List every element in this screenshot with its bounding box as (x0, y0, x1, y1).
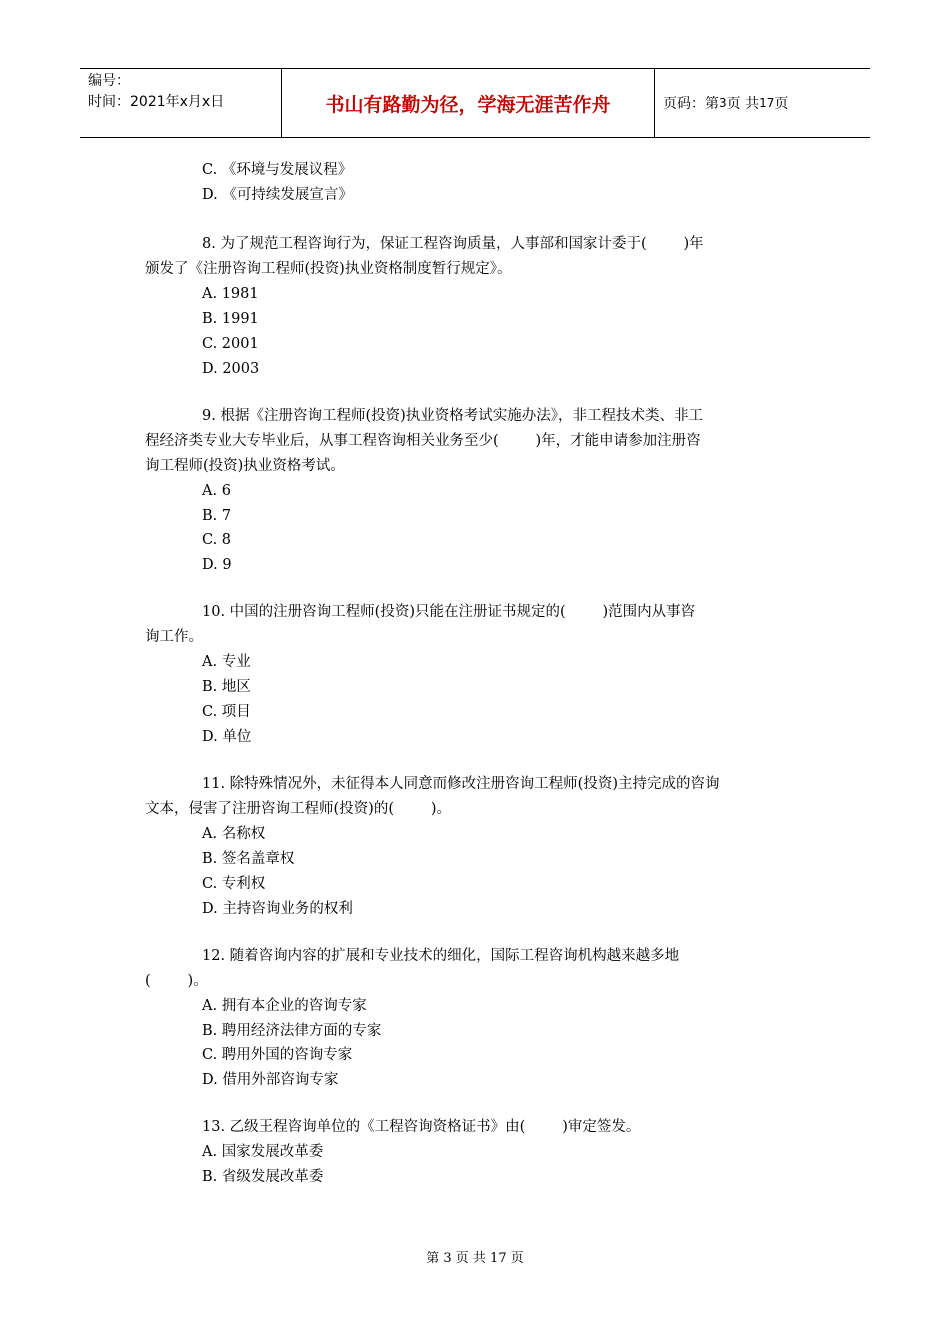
question-continuation: 询工作。 (145, 629, 203, 645)
page-suffix: 页 (774, 96, 789, 112)
page-prefix: 页码：第 (663, 96, 719, 112)
serial-label: 编号： (88, 73, 130, 89)
answer-option: B. 签名盖章权 (202, 851, 295, 867)
answer-option: D. 《可持续发展宣言》 (202, 187, 353, 203)
answer-option: B. 省级发展改革委 (202, 1169, 324, 1185)
page-footer: 第 3 页 共 17 页 (426, 1251, 524, 1266)
answer-option: D. 9 (202, 557, 232, 573)
question-stem: 13. 乙级王程咨询单位的《工程咨询资格证书》由( )审定签发。 (202, 1119, 641, 1135)
answer-option: C. 8 (202, 532, 232, 548)
answer-option: C. 2001 (202, 336, 259, 352)
answer-option: B. 1991 (202, 311, 259, 327)
answer-option: C. 聘用外国的咨询专家 (202, 1047, 353, 1063)
answer-option: A. 专业 (202, 654, 251, 670)
answer-option: A. 国家发展改革委 (202, 1144, 324, 1160)
page-mid: 页 共 (726, 96, 760, 112)
header-meta (80, 69, 282, 137)
answer-option: B. 7 (202, 508, 232, 524)
header-motto: 书山有路勤为径，学海无涯苦作舟 (282, 69, 655, 137)
answer-option: D. 2003 (202, 361, 260, 377)
answer-option: C. 《环境与发展议程》 (202, 162, 353, 178)
question-continuation: 文本，侵害了注册咨询工程师(投资)的( )。 (145, 801, 451, 817)
question-stem: 9. 根据《注册咨询工程师(投资)执业资格考试实施办法》，非工程技术类、非工 (202, 408, 704, 424)
page-header (80, 68, 870, 138)
header-page-info (655, 69, 870, 137)
time-label: 时间：2021年x月x日 (88, 94, 225, 110)
question-stem: 10. 中国的注册咨询工程师(投资)只能在注册证书规定的( )范围内从事咨 (202, 604, 696, 620)
page-total: 17 (759, 96, 775, 110)
answer-option: C. 专利权 (202, 876, 266, 892)
answer-option: D. 单位 (202, 729, 252, 745)
question-continuation: 程经济类专业大专毕业后，从事工程咨询相关业务至少( )年，才能申请参加注册咨 (145, 433, 701, 449)
answer-option: D. 借用外部咨询专家 (202, 1072, 339, 1088)
answer-option: C. 项目 (202, 704, 251, 720)
question-continuation: 询工程师(投资)执业资格考试。 (145, 458, 345, 474)
answer-option: A. 名称权 (202, 826, 266, 842)
answer-option: A. 6 (202, 483, 231, 499)
answer-option: A. 1981 (202, 286, 259, 302)
page-number: 3 (719, 96, 727, 110)
answer-option: B. 地区 (202, 679, 251, 695)
question-continuation: 颁发了《注册咨询工程师(投资)执业资格制度暂行规定》。 (145, 261, 512, 277)
question-stem: 11. 除特殊情况外，未征得本人同意而修改注册咨询工程师(投资)主持完成的咨询 (202, 776, 720, 792)
question-stem: 12. 随着咨询内容的扩展和专业技术的细化，国际工程咨询机构越来越多地 (202, 948, 680, 964)
question-stem: 8. 为了规范工程咨询行为，保证工程咨询质量，人事部和国家计委于( )年 (202, 236, 704, 252)
question-continuation: ( )。 (145, 973, 208, 989)
answer-option: B. 聘用经济法律方面的专家 (202, 1023, 382, 1039)
answer-option: D. 主持咨询业务的权利 (202, 901, 353, 917)
answer-option: A. 拥有本企业的咨询专家 (202, 998, 367, 1014)
